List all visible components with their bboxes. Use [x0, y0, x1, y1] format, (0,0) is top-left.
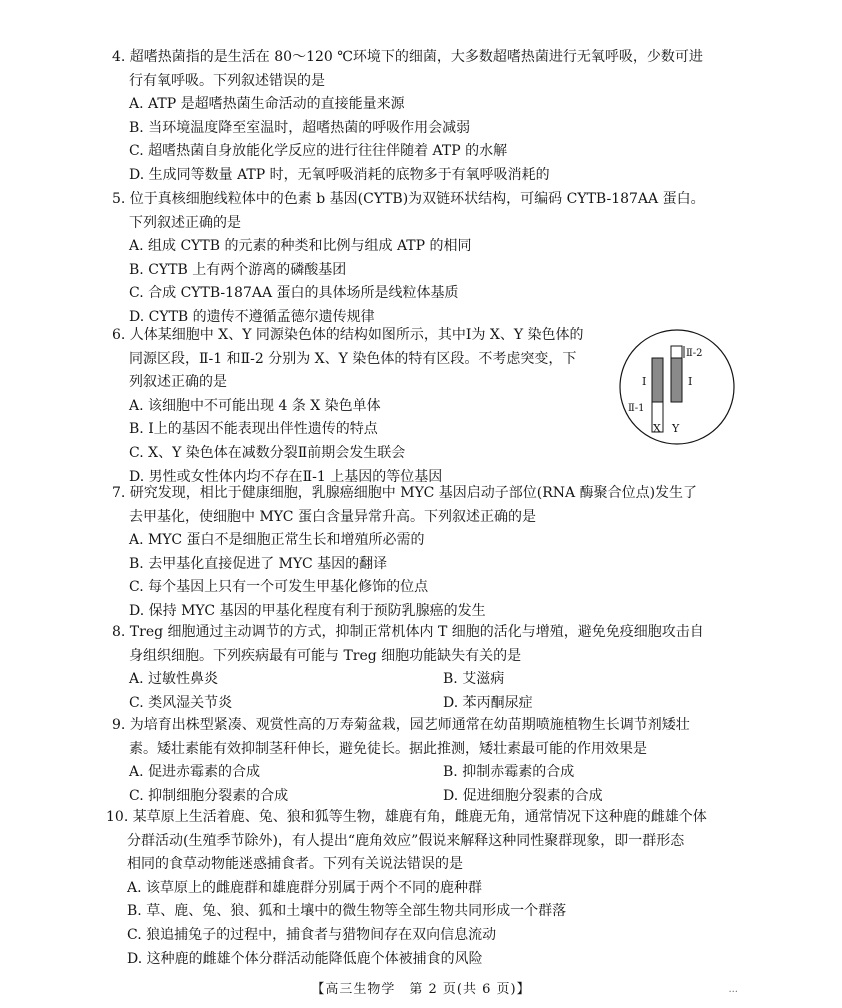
- corner-mark: ...: [728, 984, 738, 995]
- question-6-stem-line-3: 列叙述正确的是: [129, 374, 227, 391]
- question-8-options-row-1: [112, 668, 740, 692]
- question-10-stem-line-2: 分群活动(生殖季节除外)，有人提出“鹿角效应”假说来解释这种同性聚群现象，即一群形态: [127, 832, 685, 849]
- question-4-option-d: D. 生成同等数量 ATP 时，无氧呼吸消耗的底物多于有氧呼吸消耗的: [129, 166, 550, 183]
- question-9-option-c: C. 抑制细胞分裂素的合成: [129, 787, 289, 804]
- page-footer: 【高三生物学 第 2 页(共 6 页)】: [311, 982, 531, 997]
- question-6: [112, 324, 612, 489]
- question-8-options-row-2: [112, 692, 740, 716]
- question-5-option-a: A. 组成 CYTB 的元素的种类和比例与组成 ATP 的相同: [129, 238, 472, 255]
- question-6-stem-line-2: 同源区段，Ⅱ-1 和Ⅱ-2 分别为 X、Y 染色体的特有区段。不考虑突变，下: [129, 350, 577, 367]
- question-10-option-b: B. 草、鹿、兔、狼、狐和土壤中的微生物等全部生物共同形成一个群落: [127, 903, 567, 920]
- question-4-stem-line-1: 4. 超嗜热菌指的是生活在 80～120 ℃环境下的细菌，大多数超嗜热菌进行无氧呼吸，少数可进: [112, 49, 703, 65]
- question-10-stem-line-1: 10. 某草原上生活着鹿、兔、狼和狐等生物，雄鹿有角，雌鹿无角，通常情况下这种鹿的雌雄个体: [106, 809, 707, 825]
- question-8-option-c: C. 类风湿关节炎: [129, 694, 233, 711]
- question-4-option-b: B. 当环境温度降至室温时，超嗜热菌的呼吸作用会减弱: [129, 119, 471, 136]
- question-7-option-d: D. 保持 MYC 基因的甲基化程度有利于预防乳腺癌的发生: [129, 602, 486, 619]
- question-8-stem-line-1: 8. Treg 细胞通过主动调节的方式，抑制正常机体内 T 细胞的活化与增殖，避免免疫细胞攻击自: [112, 624, 704, 640]
- question-4-option-c: C. 超嗜热菌自身放能化学反应的进行往往伴随着 ATP 的水解: [129, 143, 508, 160]
- question-7: [112, 482, 740, 624]
- question-9-option-a: A. 促进赤霉素的合成: [129, 764, 261, 781]
- question-8-option-b: B. 艾滋病: [443, 671, 505, 688]
- question-9-stem-line-1: 9. 为培育出株型紧凑、观赏性高的万寿菊盆栽，园艺师通常在幼苗期喷施植物生长调节剂矮壮: [112, 717, 690, 733]
- question-9-option-d: D. 促进细胞分裂素的合成: [443, 787, 603, 804]
- question-9-stem-line-2: 素。矮壮素能有效抑制茎秆伸长，避免徒长。据此推测，矮壮素最可能的作用效果是: [129, 740, 647, 757]
- question-9-options-row-2: [112, 785, 740, 809]
- question-9: [112, 714, 740, 808]
- question-6-option-d: D. 男性或女性体内均不存在Ⅱ-1 上基因的等位基因: [129, 468, 443, 485]
- question-10-option-d: D. 这种鹿的雌雄个体分群活动能降低鹿个体被捕食的风险: [127, 950, 483, 967]
- question-4: [112, 46, 740, 188]
- question-5-option-d: D. CYTB 的遗传不遵循孟德尔遗传规律: [129, 308, 375, 325]
- question-10: [106, 806, 746, 971]
- question-8-stem-line-2: 身组织细胞。下列疾病最有可能与 Treg 细胞功能缺失有关的是: [129, 647, 522, 664]
- question-8-option-d: D. 苯丙酮尿症: [443, 694, 533, 711]
- label-ii-1: Ⅱ-1: [628, 403, 645, 414]
- question-5: [112, 188, 740, 330]
- question-7-option-c: C. 每个基因上只有一个可发生甲基化修饰的位点: [129, 579, 429, 596]
- question-7-option-a: A. MYC 蛋白不是细胞正常生长和增殖所必需的: [129, 532, 425, 549]
- question-6-stem-line-1: 6. 人体某细胞中 X、Y 同源染色体的结构如图所示，其中Ⅰ为 X、Y 染色体的: [112, 327, 584, 343]
- question-6-option-a: A. 该细胞中不可能出现 4 条 X 染色单体: [129, 397, 381, 414]
- question-9-options-row-1: [112, 761, 740, 785]
- question-10-stem-line-3: 相同的食草动物能迷惑捕食者。下列有关说法错误的是: [127, 856, 463, 873]
- chromosome-xy-figure: [618, 328, 736, 446]
- question-4-stem-line-2: 行有氧呼吸。下列叙述错误的是: [129, 72, 325, 89]
- label-y: Y: [672, 422, 680, 435]
- question-7-stem-line-1: 7. 研究发现，相比于健康细胞，乳腺癌细胞中 MYC 基因启动子部位(RNA 酶聚合位点)发生了: [112, 485, 698, 501]
- question-7-option-b: B. 去甲基化直接促进了 MYC 基因的翻译: [129, 555, 388, 572]
- question-5-option-b: B. CYTB 上有两个游离的磷酸基团: [129, 261, 347, 278]
- question-9-option-b: B. 抑制赤霉素的合成: [443, 764, 575, 781]
- question-5-stem-line-2: 下列叙述正确的是: [129, 214, 241, 231]
- label-x: X: [653, 422, 661, 435]
- x-homologous-region: [652, 358, 663, 402]
- question-5-option-c: C. 合成 CYTB-187AA 蛋白的具体场所是线粒体基质: [129, 285, 459, 302]
- y-homologous-region: [671, 358, 682, 402]
- question-10-option-a: A. 该草原上的雌鹿群和雄鹿群分别属于两个不同的鹿种群: [127, 879, 483, 896]
- label-ii-2: Ⅱ-2: [686, 348, 703, 359]
- label-i-left: Ⅰ: [642, 375, 647, 388]
- label-i-right: Ⅰ: [688, 375, 693, 388]
- question-8-option-a: A. 过敏性鼻炎: [129, 671, 219, 688]
- question-6-option-c: C. X、Y 染色体在减数分裂Ⅱ前期会发生联会: [129, 444, 406, 461]
- question-4-option-a: A. ATP 是超嗜热菌生命活动的直接能量来源: [129, 96, 405, 113]
- question-6-option-b: B. Ⅰ上的基因不能表现出伴性遗传的特点: [129, 421, 378, 438]
- question-10-option-c: C. 狼追捕兔子的过程中，捕食者与猎物间存在双向信息流动: [127, 926, 497, 943]
- question-7-stem-line-2: 去甲基化，使细胞中 MYC 蛋白含量异常升高。下列叙述正确的是: [129, 508, 536, 525]
- question-8: [112, 621, 740, 715]
- question-5-stem-line-1: 5. 位于真核细胞线粒体中的色素 b 基因(CYTB)为双链环状结构，可编码 CYTB-187AA 蛋白。: [112, 191, 705, 207]
